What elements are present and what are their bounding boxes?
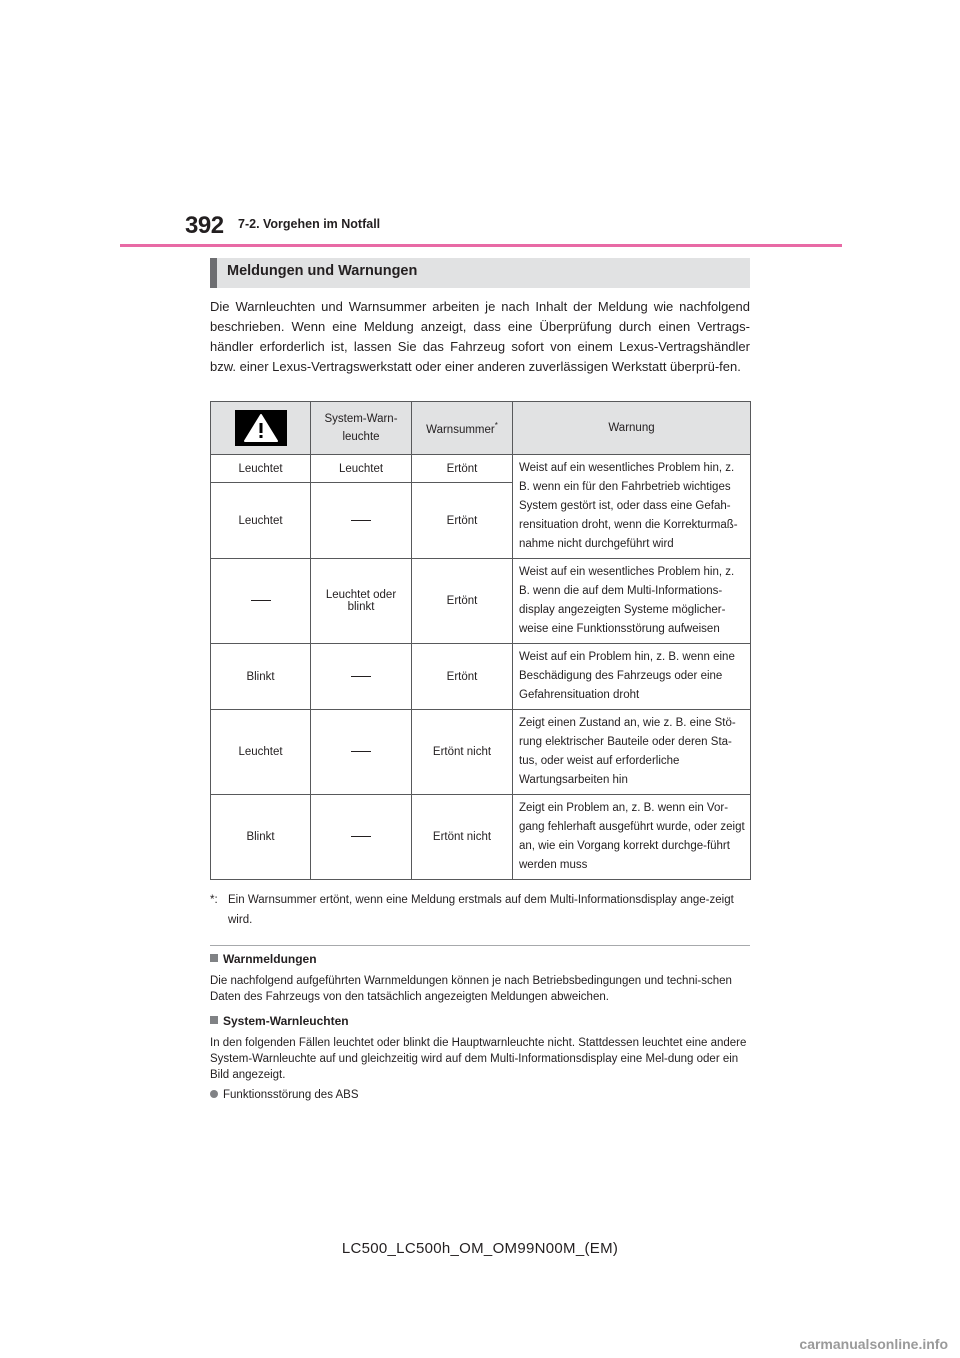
buzzer-column-header [412,402,513,455]
dash-mark [351,751,371,752]
table-row [211,559,751,644]
master-cell: Blinkt [211,644,311,710]
dash-mark [251,600,271,601]
system-cell [311,795,412,880]
table-row [211,710,751,795]
circle-bullet-icon [210,1090,218,1098]
subsection-title: System-Warnleuchten [223,1014,349,1028]
system-cell [311,483,412,559]
table-footnote [210,890,750,930]
system-cell [311,710,412,795]
watermark: carmanualsonline.info [799,1336,948,1352]
dash-mark [351,520,371,521]
master-cell: Leuchtet [211,455,311,483]
master-warning-icon [235,410,287,446]
dash-mark [351,676,371,677]
list-item-text: Funktionsstörung des ABS [223,1089,359,1101]
buzzer-header-text: Warnsummer [426,423,495,436]
buzzer-cell: Ertönt [412,455,513,483]
warning-cell: Zeigt einen Zustand an, wie z. B. eine Stö-rung elektrischer Bauteile oder deren Sta-tus, oder weist auf erforderliche Wartungsarbeiten hin [513,710,751,795]
buzzer-cell: Ertönt [412,483,513,559]
subsection-title: Warnmeldungen [223,952,317,966]
intro-paragraph: Die Warnleuchten und Warnsummer arbeiten je nach Inhalt der Meldung wie nachfolgend beschrieben. Wenn eine Meldung anzeigt, dass eine Überprüfung durch einen Vertrags-händler erforderlich ist, lassen Sie das Fahrzeug sofort von einem Lexus-Vertragshändler bzw. einer Lexus-Vertragswerkstatt oder einer anderen zuverlässigen Werkstatt überprü-fen. [210,299,750,374]
subsection-text: Die nachfolgend aufgeführten Warnmeldungen können je nach Betriebsbedingungen und techni-schen Daten des Fahrzeugs von den tatsächlich angezeigten Meldungen abweichen. [210,975,732,1003]
section-label: 7-2. Vorgehen im Notfall [238,217,381,231]
table-row [211,455,751,483]
table-row [211,795,751,880]
table-row [211,644,751,710]
buzzer-cell: Ertönt [412,559,513,644]
footnote-mark: *: [210,894,218,906]
square-bullet-icon [210,954,218,962]
warning-column-header: Warnung [513,402,751,455]
warning-cell: Weist auf ein Problem hin, z. B. wenn eine Beschädigung des Fahrzeugs oder eine Gefahrensituation droht [513,644,751,710]
document-code: LC500_LC500h_OM_OM99N00M_(EM) [341,1240,619,1257]
system-cell: Leuchtet oder blinkt [311,559,412,644]
buzzer-cell: Ertönt [412,644,513,710]
subsection-text: In den folgenden Fällen leuchtet oder blinkt die Hauptwarnleuchte nicht. Stattdessen leuchtet eine andere System-Warnleuchte auf und gleichzeitig wird auf dem Multi-Informationsdisplay eine Mel-dung oder ein Bild angezeigt. [210,1037,747,1081]
buzzer-cell: Ertönt nicht [412,710,513,795]
master-warning-column-header [211,402,311,455]
dash-mark [351,836,371,837]
master-cell [211,559,311,644]
page-number: 392 [185,212,224,239]
system-cell: Leuchtet [311,455,412,483]
section-divider [210,945,750,946]
warning-table [210,401,751,880]
warning-cell: Weist auf ein wesentliches Problem hin, z. B. wenn die auf dem Multi-Informations-display angezeigten Systeme möglicher-weise eine Funktionsstörung aufweisen [513,559,751,644]
list-item [210,1089,359,1101]
warning-cell: Zeigt ein Problem an, z. B. wenn ein Vor-gang fehlerhaft ausgeführt wurde, oder zeigt an, wie ein Vorgang korrekt durchge-führt werden muss [513,795,751,880]
master-cell: Leuchtet [211,710,311,795]
footnote-text: Ein Warnsummer ertönt, wenn eine Meldung erstmals auf dem Multi-Informationsdisplay ange-zeigt wird. [228,894,734,926]
master-cell: Leuchtet [211,483,311,559]
buzzer-cell: Ertönt nicht [412,795,513,880]
footnote-marker: * [494,420,498,430]
warning-cell: Weist auf ein wesentliches Problem hin, z. B. wenn ein für den Fahrbetrieb wichtiges System gestört ist, oder dass eine Gefah-rensituation droht, wenn die Korrekturmaß-nahme nicht durchgeführt wird [513,455,751,559]
square-bullet-icon [210,1016,218,1024]
system-warning-column-header: System-Warn- leuchte [311,402,412,455]
section-heading [210,258,750,288]
master-cell: Blinkt [211,795,311,880]
page-header [120,212,842,248]
section-heading-text: Meldungen und Warnungen [227,263,418,279]
system-cell [311,644,412,710]
header-rule [120,244,842,247]
table-header-row [211,402,751,455]
subsection-heading-system-warnleuchten [210,1014,349,1028]
subsection-heading-warnmeldungen [210,952,317,966]
